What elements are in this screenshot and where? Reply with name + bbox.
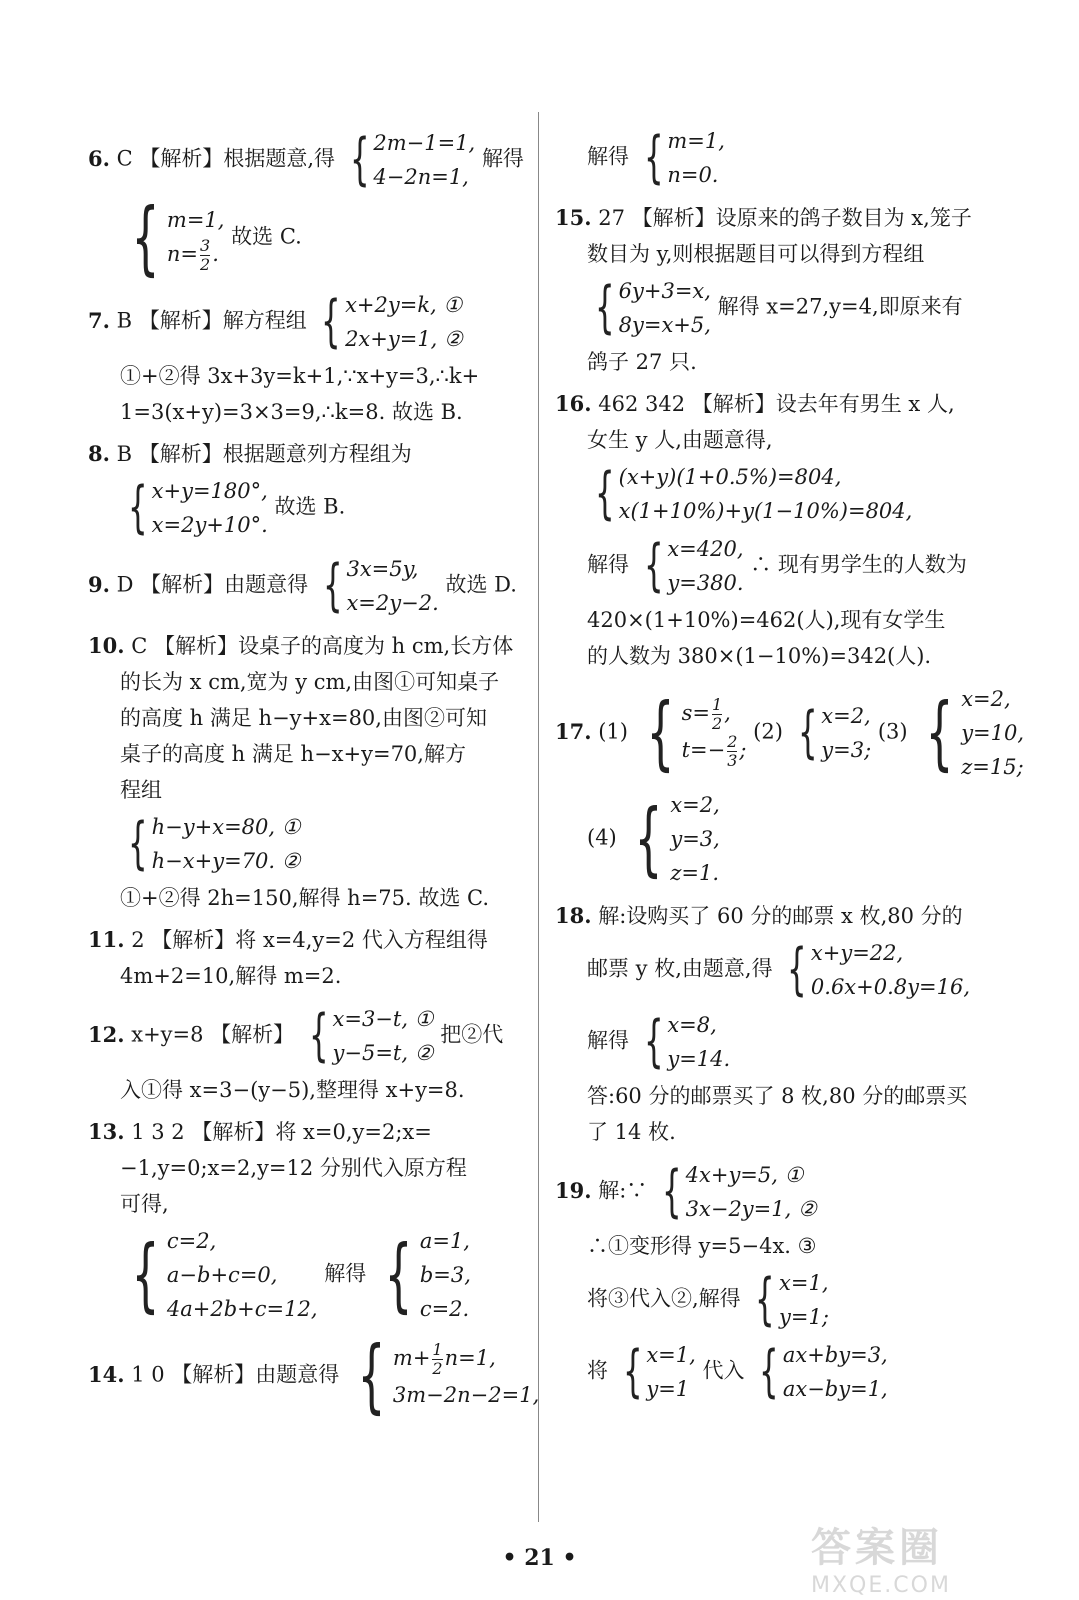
- brace-icon: {: [349, 127, 370, 192]
- left-column: [88, 118, 540, 1422]
- question-number: 16.: [555, 391, 592, 416]
- brace-icon: {: [759, 1339, 779, 1404]
- question-9: 9. D 【解析】由题意得 { 3x=5y, x=2y−2. 故选 D.: [88, 553, 517, 618]
- question-16: 16. 462 342 【解析】设去年有男生 x 人, 女生 y 人,由题意得, { (x+y)(1+0.5%)=804, x(1+10%)+y(1−10%)=804, 解得 { x=420, y=380. ∴ 现有男学生的人数为 420×(1+10%)=462(人),现有女学生 的人数为 380×(1−10%)=342(人).: [555, 386, 985, 674]
- brace-icon: {: [131, 1228, 160, 1321]
- brace-icon: {: [797, 700, 818, 765]
- question-8: 8. B 【解析】根据题意列方程组为 { x+y=180°, x=2y+10°. 故选 B.: [88, 436, 506, 544]
- question-number: 19.: [555, 1177, 592, 1203]
- brace-icon: {: [128, 475, 148, 540]
- equation-system: { c=2, a−b+c=0, 4a+2b+c=12,: [131, 1228, 318, 1321]
- question-19: 19. 解:∵ { 4x+y=5, ① 3x−2y=1, ② ∴①变形得 y=5−4x. ③ 将③代入②,解得 { x=1, y=1; 将 { x=1, y=1 代入 { ax+by=3, ax−by=1,: [555, 1159, 888, 1404]
- question-10: 10. C 【解析】设桌子的高度为 h cm,长方体 的长为 x cm,宽为 y cm,由图①可知桌子 的高度 h 满足 h−y+x=80,由图②可知 桌子的高度 h 满足 h−x+y=70,解方 程组 { h−y+x=80, ① h−x+y=70. ② ①+②得 2h=150,解得 h=75. 故选 C.: [88, 628, 506, 916]
- brace-icon: {: [384, 1228, 413, 1321]
- question-13: 13. 1 3 2 【解析】将 x=0,y=2;x= −1,y=0;x=2,y=12 分别代入原方程 可得, { c=2, a−b+c=0, 4a+2b+c=12, 解得 { a=1, b=3, c=2.: [88, 1114, 506, 1328]
- question-7: 7. B 【解析】解方程组 { x+2y=k, ① 2x+y=1, ② ①+②得 3x+3y=k+1,∵x+y=3,∴k+ 1=3(x+y)=3×3=9,∴k=8. 故选 B.: [88, 289, 480, 424]
- brace-icon: {: [787, 937, 807, 1002]
- watermark-logo: 答案圈 MXQE.COM: [811, 1525, 951, 1598]
- question-6: 6. C 【解析】根据题意,得 { 2m−1=1, 4−2n=1, 解得 { m=1, n= $\frac{3}{2}$ . 故选 C.: [88, 127, 524, 284]
- question-number: 10.: [88, 633, 125, 658]
- solution-system: { a=1, b=3, c=2.: [384, 1228, 471, 1321]
- fraction: $\frac{2}{3}$: [727, 732, 738, 770]
- equation-system: { 6y+3=x, 8y=x+5,: [595, 275, 711, 340]
- brace-icon: {: [357, 1329, 386, 1422]
- fraction: $\frac{1}{2}$: [711, 695, 723, 733]
- brace-icon: {: [662, 1159, 682, 1224]
- question-15: 15. 27 【解析】设原来的鸽子数目为 x,笼子 数目为 y,则根据题目可以得到方程组 { 6y+3=x, 8y=x+5, 解得 x=27,y=4,即原来有 鸽子 27 只.: [555, 200, 985, 380]
- solution-system: { x=2, y=10, z=15;: [925, 686, 1025, 779]
- brace-icon: {: [322, 553, 343, 618]
- solution-system: { m=1, n= $\frac{3}{2}$ .: [131, 191, 225, 284]
- question-number: 12.: [88, 1021, 125, 1047]
- right-column: [555, 122, 1025, 1408]
- brace-icon: {: [308, 1003, 329, 1068]
- solution-system: { x=2, y=3;: [797, 700, 872, 765]
- solution-system: { x=1, y=1;: [755, 1267, 829, 1332]
- fraction: $\frac{1}{2}$: [432, 1339, 443, 1378]
- question-number: 6.: [88, 145, 110, 171]
- brace-icon: {: [131, 191, 160, 284]
- brace-icon: {: [925, 686, 954, 779]
- brace-icon: {: [595, 461, 615, 526]
- question-number: 9.: [88, 571, 110, 597]
- question-number: 18.: [555, 903, 592, 928]
- brace-icon: {: [595, 275, 615, 340]
- brace-icon: {: [643, 125, 664, 190]
- equation-system: { x+y=22, 0.6x+0.8y=16,: [787, 937, 970, 1002]
- equation-system: { x+2y=k, ① 2x+y=1, ②: [321, 289, 463, 354]
- fraction: $\frac{3}{2}$: [200, 235, 211, 274]
- question-number: 14.: [88, 1361, 125, 1387]
- equation-system: { 4x+y=5, ① 3x−2y=1, ②: [662, 1159, 817, 1224]
- question-number: 11.: [88, 927, 125, 952]
- equation-system: { 2m−1=1, 4−2n=1,: [349, 127, 476, 192]
- question-14: 14. 1 0 【解析】由题意得 { m+ $\frac{1}{2}$ n=1, 3m−2n−2=1,: [88, 1329, 540, 1422]
- page-number: • 21 •: [502, 1545, 577, 1571]
- solution-system: { m=1, n=0.: [643, 125, 725, 190]
- brace-icon: {: [643, 1009, 664, 1074]
- question-18: 18. 解:设购买了 60 分的邮票 x 枚,80 分的 邮票 y 枚,由题意,得 { x+y=22, 0.6x+0.8y=16, 解得 { x=8, y=14. 答:60 分的邮票买了 8 枚,80 分的邮票买 了 14 枚.: [555, 898, 985, 1150]
- brace-icon: {: [643, 533, 664, 598]
- question-number: 13.: [88, 1119, 125, 1144]
- question-17: 17. (1) { s= $\frac{1}{2}$ , t=− $\frac{2}{3}$ ; (2) { x=2, y=3; (3) { x=2, y=10, z=15; (4) { x=2, y=3, z=1.: [555, 680, 985, 892]
- brace-icon: {: [646, 686, 675, 779]
- solution-system: { x=420, y=380.: [643, 533, 744, 598]
- equation-system: { 3x=5y, x=2y−2.: [322, 553, 439, 618]
- equation-system: { ax+by=3, ax−by=1,: [759, 1339, 888, 1404]
- solution-system: { x=1, y=1: [622, 1339, 696, 1404]
- question-number: 8.: [88, 441, 110, 466]
- column-divider: [538, 112, 539, 1522]
- solution-system: { x=2, y=3, z=1.: [634, 792, 720, 885]
- solution-system: { s= $\frac{1}{2}$ , t=− $\frac{2}{3}$ ;: [646, 686, 747, 779]
- brace-icon: {: [755, 1267, 775, 1332]
- question-14-continued: 解得 { m=1, n=0.: [587, 125, 725, 190]
- question-11: 11. 2 【解析】将 x=4,y=2 代入方程组得 4m+2=10,解得 m=2.: [88, 922, 506, 994]
- equation-system: { x+y=180°, x=2y+10°.: [128, 475, 268, 540]
- question-number: 17.: [555, 718, 592, 744]
- solution-system: { x=8, y=14.: [643, 1009, 731, 1074]
- equation-system: { m+ $\frac{1}{2}$ n=1, 3m−2n−2=1,: [357, 1329, 540, 1422]
- question-12: 12. x+y=8 【解析】 { x=3−t, ① y−5=t, ② 把②代 入①得 x=3−(y−5),整理得 x+y=8.: [88, 1003, 504, 1102]
- question-number: 15.: [555, 205, 592, 230]
- brace-icon: {: [634, 792, 663, 885]
- brace-icon: {: [622, 1339, 643, 1404]
- question-number: 7.: [88, 307, 110, 333]
- equation-system: { h−y+x=80, ① h−x+y=70. ②: [128, 811, 301, 876]
- brace-icon: {: [128, 811, 148, 876]
- equation-system: { (x+y)(1+0.5%)=804, x(1+10%)+y(1−10%)=804,: [595, 461, 913, 526]
- equation-system: { x=3−t, ① y−5=t, ②: [308, 1003, 434, 1068]
- brace-icon: {: [321, 289, 342, 354]
